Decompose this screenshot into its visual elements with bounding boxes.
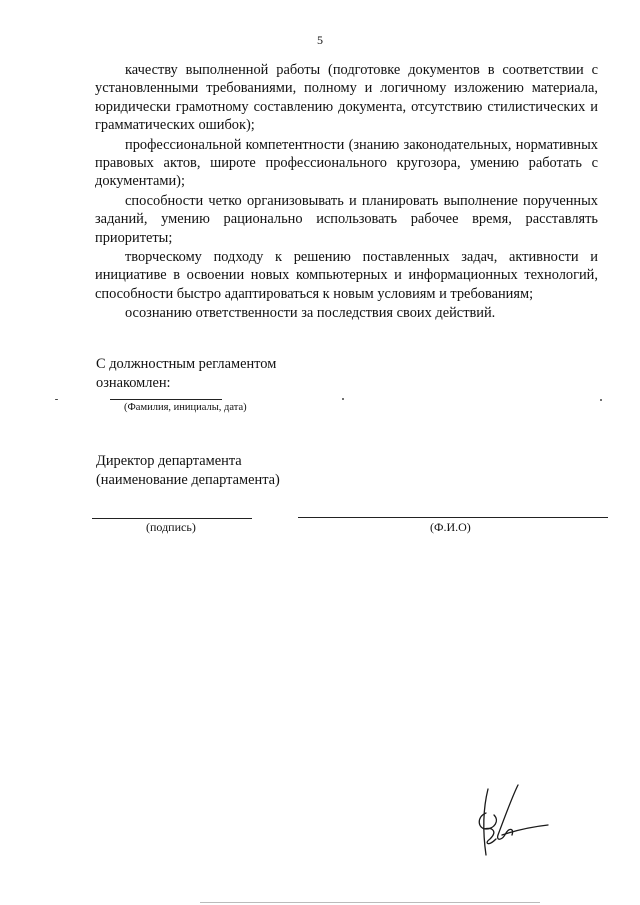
requirements-list bbox=[95, 61, 598, 323]
acknowledgement-line-1: С должностным регламентом bbox=[96, 356, 277, 372]
full-name-caption: (Ф.И.О) bbox=[430, 520, 471, 534]
director-block bbox=[96, 452, 280, 489]
signature-icon bbox=[472, 783, 552, 859]
acknowledgement-caption: (Фамилия, инициалы, дата) bbox=[124, 402, 247, 413]
signature-caption: (подпись) bbox=[146, 520, 196, 534]
paragraph-organization-ability: способности четко организовывать и планировать выполнение порученных заданий, умению рационально использовать рабочее время, расставлять приоритеты; bbox=[95, 192, 598, 246]
director-title: Директор департамента bbox=[96, 453, 242, 469]
signature-blank-line bbox=[92, 518, 252, 519]
scan-speck bbox=[342, 398, 344, 400]
acknowledgement-line-2: ознакомлен: bbox=[96, 374, 171, 391]
scan-edge-line bbox=[200, 902, 540, 903]
scan-speck bbox=[55, 399, 58, 400]
page-number: 5 bbox=[317, 33, 323, 47]
department-name-placeholder: (наименование департамента) bbox=[96, 471, 280, 488]
acknowledgement-block bbox=[96, 355, 276, 392]
scan-speck bbox=[600, 399, 602, 401]
paragraph-responsibility: осознанию ответственности за последствия своих действий. bbox=[125, 305, 496, 322]
paragraph-work-quality: качеству выполненной работы (подготовке документов в соответствии с установленными требованиями, полному и логичному изложению материала, юридически грамотному составлению документа, отсутствию стилистических и грамматических ошибок); bbox=[95, 62, 598, 134]
acknowledgement-blank-line bbox=[110, 399, 222, 400]
paragraph-creative-approach: творческому подходу к решению поставленных задач, активности и инициативе в освоении новых компьютерных и информационных технологий, способности быстро адаптироваться к новым условиям и требованиям; bbox=[95, 249, 598, 302]
full-name-blank-line bbox=[298, 517, 608, 518]
paragraph-professional-competence: профессиональной компетентности (знанию законодательных, нормативных правовых актов, широте профессионального кругозора, умению работать с документами); bbox=[95, 136, 598, 190]
